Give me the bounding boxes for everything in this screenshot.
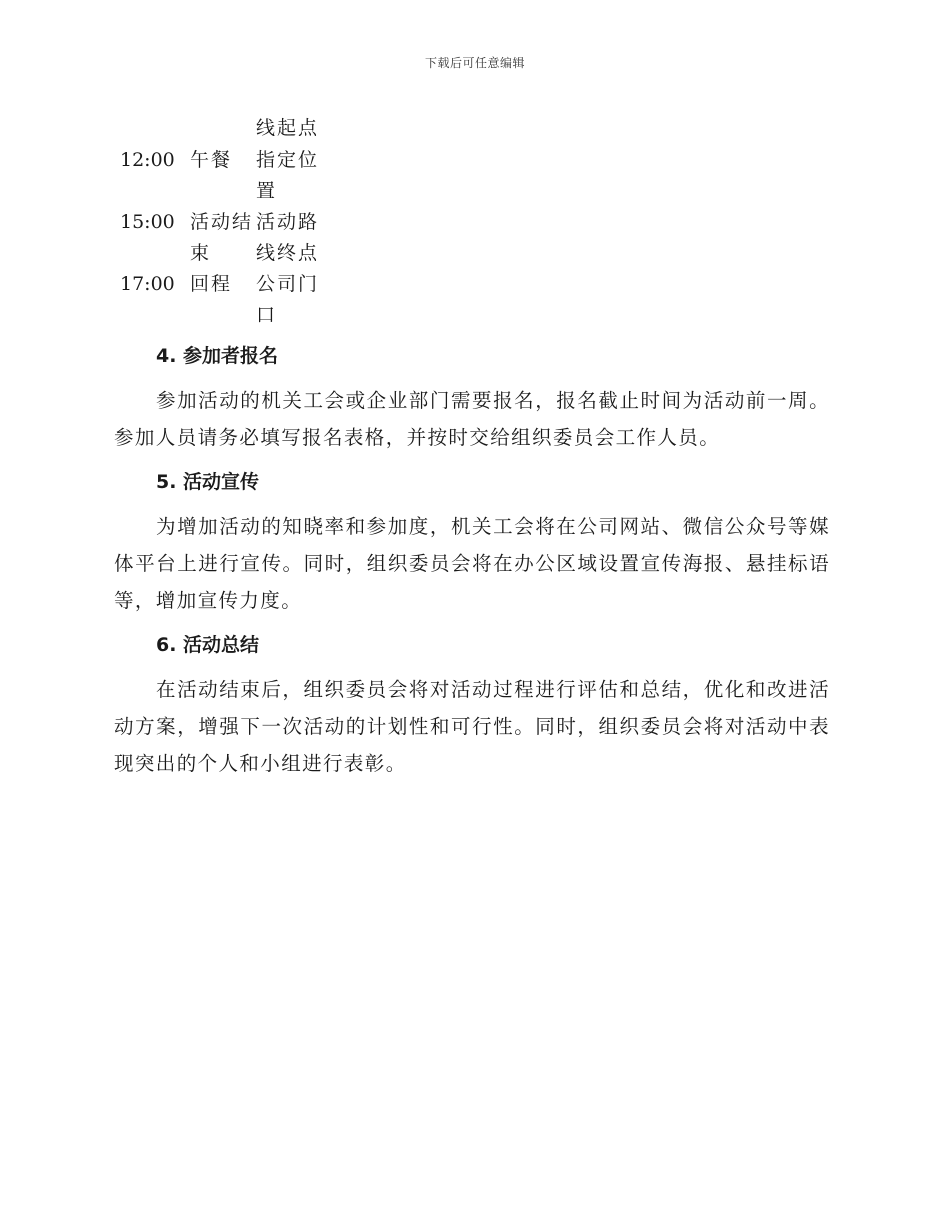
table-row <box>114 269 328 331</box>
schedule-time: 17:00 <box>120 273 175 295</box>
table-row <box>114 145 328 207</box>
section-heading: 6. 活动总结 <box>156 634 260 656</box>
section-promotion <box>114 462 830 619</box>
page-header-note: 下载后可任意编辑 <box>424 56 525 70</box>
schedule-place: 活动路线终点 <box>256 211 320 264</box>
schedule-place: 公司门口 <box>256 273 320 326</box>
schedule-event: 回程 <box>190 273 233 295</box>
table-row <box>114 113 328 145</box>
section-paragraph: 参加活动的机关工会或企业部门需要报名，报名截止时间为活动前一周。参加人员请务必填写报名表格，并按时交给组织委员会工作人员。 <box>114 389 830 449</box>
section-heading: 4. 参加者报名 <box>156 345 279 367</box>
schedule-event: 活动结束 <box>190 211 254 264</box>
schedule-time: 15:00 <box>120 211 175 233</box>
section-heading: 5. 活动宣传 <box>156 471 260 493</box>
section-summary <box>114 625 830 782</box>
schedule-event <box>190 113 256 145</box>
schedule-time: 12:00 <box>120 149 175 171</box>
schedule-place: 线起点 <box>256 117 320 139</box>
schedule-event: 午餐 <box>190 149 233 171</box>
schedule-time <box>114 113 190 145</box>
document-body <box>114 336 830 788</box>
table-row <box>114 207 328 269</box>
section-paragraph: 为增加活动的知晓率和参加度，机关工会将在公司网站、微信公众号等媒体平台上进行宣传。同时，组织委员会将在办公区域设置宣传海报、悬挂标语等，增加宣传力度。 <box>114 515 830 612</box>
section-paragraph: 在活动结束后，组织委员会将对活动过程进行评估和总结，优化和改进活动方案，增强下一次活动的计划性和可行性。同时，组织委员会将对活动中表现突出的个人和小组进行表彰。 <box>114 678 830 775</box>
schedule-table <box>114 113 328 331</box>
section-registration <box>114 336 830 456</box>
schedule-place: 指定位置 <box>256 149 320 202</box>
